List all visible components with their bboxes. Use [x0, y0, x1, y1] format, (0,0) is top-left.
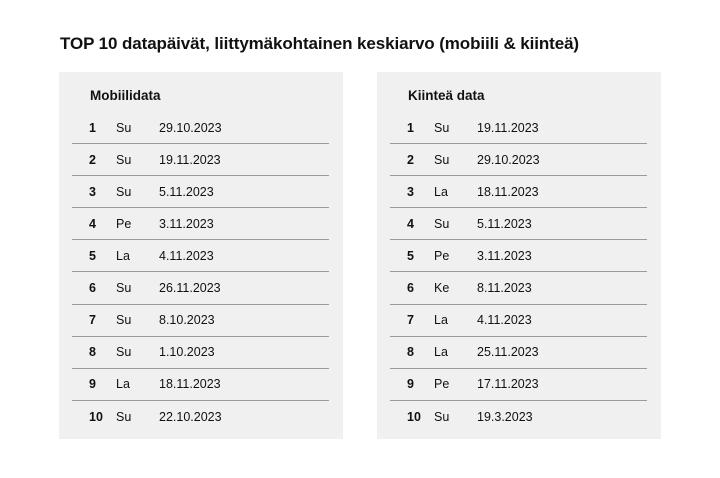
- weekday: Su: [116, 409, 132, 424]
- rank: 9: [407, 377, 414, 392]
- date: 18.11.2023: [159, 377, 221, 392]
- date: 3.11.2023: [159, 216, 214, 231]
- table-row: [390, 240, 647, 272]
- date: 17.11.2023: [477, 377, 539, 392]
- rank: 5: [407, 248, 414, 263]
- date: 19.3.2023: [477, 409, 533, 424]
- date: 22.10.2023: [159, 409, 222, 424]
- table-row: [72, 369, 329, 401]
- table-row: [390, 401, 647, 433]
- weekday: La: [434, 345, 448, 360]
- page-title: TOP 10 datapäivät, liittymäkohtainen keskiarvo (mobiili & kiinteä): [60, 34, 579, 53]
- date: 1.10.2023: [159, 345, 215, 360]
- mobile-data-list: [72, 112, 329, 433]
- table-row: [390, 208, 647, 240]
- table-row: [390, 337, 647, 369]
- table-row: [72, 337, 329, 369]
- table-row: [72, 272, 329, 304]
- weekday: La: [434, 313, 448, 328]
- rank: 3: [89, 184, 96, 199]
- table-row: [390, 305, 647, 337]
- table-row: [390, 176, 647, 208]
- weekday: Su: [434, 152, 450, 167]
- table-row: [72, 176, 329, 208]
- table-row: [72, 208, 329, 240]
- rank: 6: [89, 281, 96, 296]
- table-row: [72, 240, 329, 272]
- date: 4.11.2023: [477, 313, 532, 328]
- weekday: Su: [116, 184, 132, 199]
- date: 29.10.2023: [477, 152, 540, 167]
- weekday: Su: [434, 120, 450, 135]
- fixed-data-heading: Kiinteä data: [408, 88, 485, 103]
- mobile-data-heading: Mobiilidata: [90, 88, 161, 103]
- fixed-data-list: [390, 112, 647, 433]
- rank: 7: [407, 313, 414, 328]
- weekday: Pe: [434, 377, 450, 392]
- weekday: Pe: [116, 216, 132, 231]
- date: 19.11.2023: [477, 120, 539, 135]
- rank: 2: [407, 152, 414, 167]
- rank: 3: [407, 184, 414, 199]
- weekday: Pe: [434, 248, 450, 263]
- date: 8.11.2023: [477, 281, 532, 296]
- rank: 5: [89, 248, 96, 263]
- rank: 8: [407, 345, 414, 360]
- rank: 6: [407, 281, 414, 296]
- date: 5.11.2023: [159, 184, 214, 199]
- rank: 1: [89, 120, 96, 135]
- weekday: La: [116, 248, 130, 263]
- weekday: Ke: [434, 281, 450, 296]
- date: 5.11.2023: [477, 216, 532, 231]
- rank: 8: [89, 345, 96, 360]
- date: 18.11.2023: [477, 184, 539, 199]
- weekday: La: [116, 377, 130, 392]
- table-row: [390, 112, 647, 144]
- rank: 4: [407, 216, 414, 231]
- date: 4.11.2023: [159, 248, 214, 263]
- date: 26.11.2023: [159, 281, 221, 296]
- weekday: Su: [116, 120, 132, 135]
- weekday: Su: [116, 281, 132, 296]
- rank: 10: [407, 409, 421, 424]
- table-row: [390, 144, 647, 176]
- weekday: La: [434, 184, 448, 199]
- table-row: [72, 305, 329, 337]
- weekday: Su: [116, 152, 132, 167]
- table-row: [390, 369, 647, 401]
- rank: 9: [89, 377, 96, 392]
- table-row: [72, 144, 329, 176]
- weekday: Su: [434, 216, 450, 231]
- rank: 7: [89, 313, 96, 328]
- mobile-data-panel: [59, 72, 343, 439]
- weekday: Su: [434, 409, 450, 424]
- weekday: Su: [116, 345, 132, 360]
- table-row: [72, 112, 329, 144]
- rank: 1: [407, 120, 414, 135]
- weekday: Su: [116, 313, 132, 328]
- date: 3.11.2023: [477, 248, 532, 263]
- fixed-data-panel: [377, 72, 661, 439]
- date: 8.10.2023: [159, 313, 215, 328]
- date: 25.11.2023: [477, 345, 539, 360]
- rank: 2: [89, 152, 96, 167]
- table-row: [72, 401, 329, 433]
- table-row: [390, 272, 647, 304]
- rank: 10: [89, 409, 103, 424]
- date: 29.10.2023: [159, 120, 222, 135]
- rank: 4: [89, 216, 96, 231]
- date: 19.11.2023: [159, 152, 221, 167]
